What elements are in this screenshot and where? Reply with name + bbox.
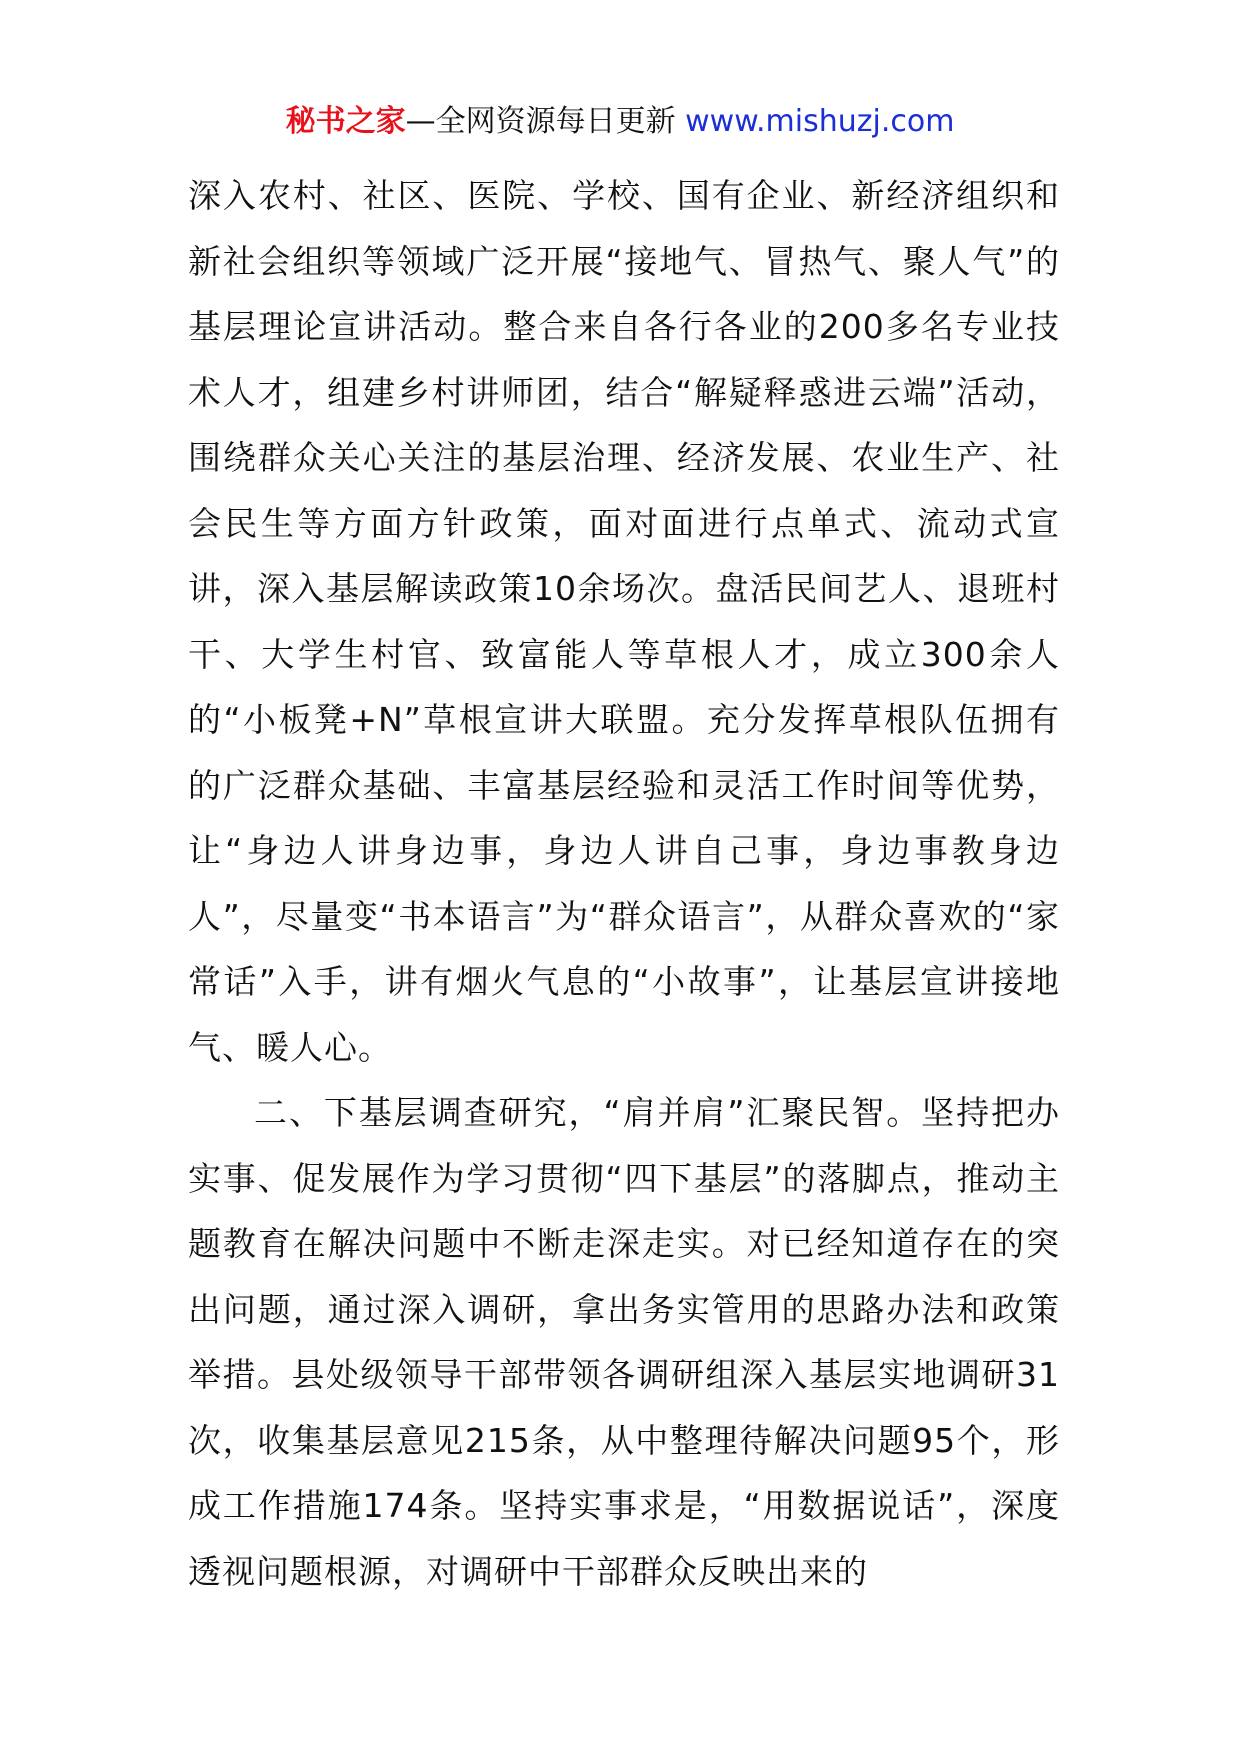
- paragraph-section-two: 二、下基层调查研究，“肩并肩”汇聚民智。坚持把办实事、促发展作为学习贯彻“四下基层”的落脚点，推动主题教育在解决问题中不断走深走实。对已经知道存在的突出问题，通过深入调研，拿出务实管用的思路办法和政策举措。县处级领导干部带领各调研组深入基层实地调研31次，收集基层意见215条，从中整理待解决问题95个，形成工作措施174条。坚持实事求是，“用数据说话”，深度透视问题根源，对调研中干部群众反映出来的: [188, 1093, 1060, 1591]
- document-body: [188, 163, 1060, 1604]
- paragraph-continuation: 深入农村、社区、医院、学校、国有企业、新经济组织和新社会组织等领域广泛开展“接地气、冒热气、聚人气”的基层理论宣讲活动。整合来自各行各业的200多名专业技术人才，组建乡村讲师团，结合“解疑释惑进云端”活动，围绕群众关心关注的基层治理、经济发展、农业生产、社会民生等方面方针政策，面对面进行点单式、流动式宣讲，深入基层解读政策10余场次。盘活民间艺人、退班村干、大学生村官、致富能人等草根人才，成立300余人的“小板凳+N”草根宣讲大联盟。充分发挥草根队伍拥有的广泛群众基础、丰富基层经验和灵活工作时间等优势，让“身边人讲身边事，身边人讲自己事，身边事教身边人”，尽量变“书本语言”为“群众语言”，从群众喜欢的“家常话”入手，讲有烟火气息的“小故事”，让基层宣讲接地气、暖人心。: [188, 176, 1060, 1067]
- site-brand: 秘书之家: [285, 104, 406, 139]
- site-header: [0, 100, 1240, 144]
- site-url-link[interactable]: www.mishuzj.com: [685, 104, 955, 139]
- site-tagline: —全网资源每日更新: [405, 104, 686, 139]
